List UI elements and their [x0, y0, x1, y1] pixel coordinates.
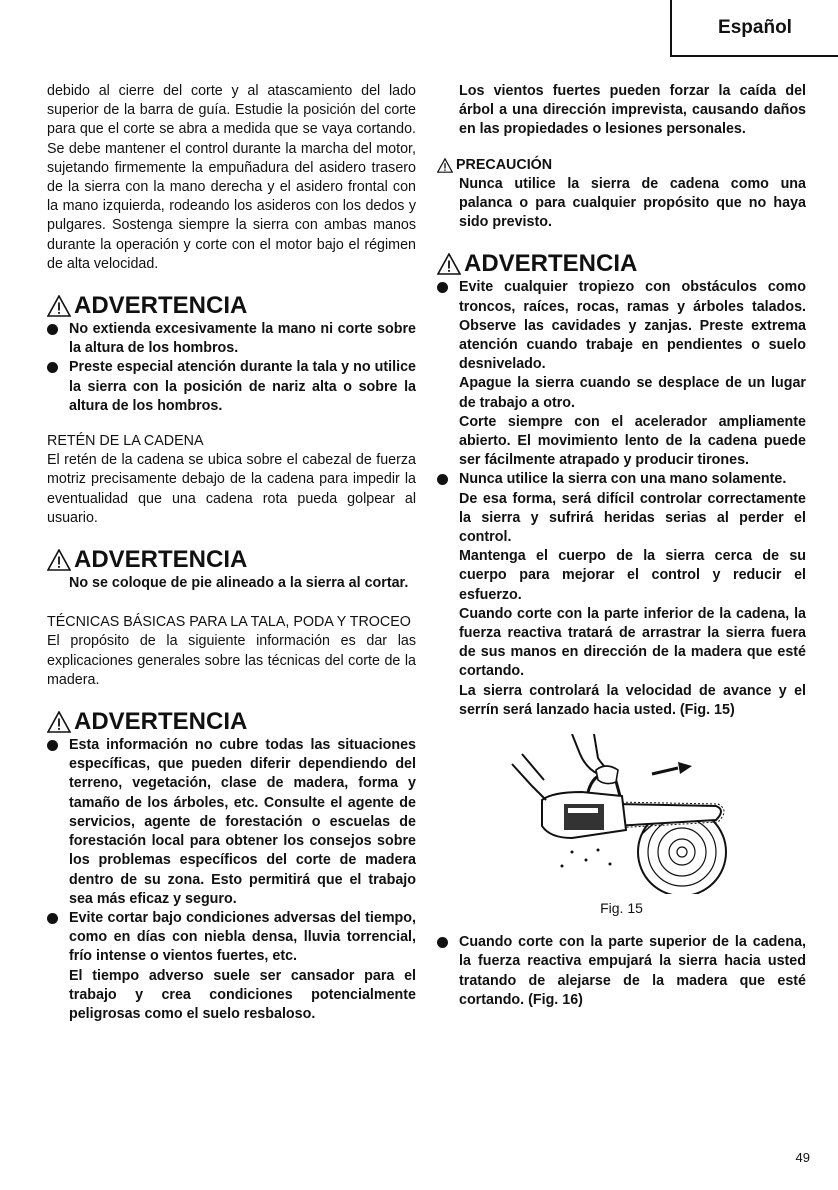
warning-continuation: El tiempo adverso suele ser cansador para el trabajo y crea condiciones potencialmente peligrosas como el suelo resbaloso. — [69, 967, 416, 1022]
caution-triangle-icon — [437, 158, 453, 173]
warning-heading — [47, 292, 416, 320]
caution-heading — [437, 156, 806, 175]
warning-list — [437, 933, 806, 1010]
list-item: Nunca utilice la sierra con una mano solamente. De esa forma, será difícil controlar correctamente la sierra y sufrirá heridas serias al perder el control. Mantenga el cuerpo de la sierra cerca de su cuerpo para mejorar el control y reducir el esfuerzo. Cuando corte con la parte inferior de la cadena, la fuerza reactiva tratará de arrastrar la sierra fuera de sus manos en dirección de la madera que esté cortando. La sierra controlará la velocidad de avance y el serrín será lanzado hacia usted. (Fig. 15) — [437, 470, 806, 720]
intro-paragraph: debido al cierre del corte y al atascamiento del lado superior de la barra de guía. Estudie la posición del corte para que el corte se abra a medida que se vaya cortando. Se debe mantener el control durante la marcha del motor, sujetando firmemente la empuñadura del asidero trasero de la sierra con la mano derecha y el asidero frontal con la mano izquierda, rodeando los asideros con los dedos y pulgares. Sostenga siempre la sierra con ambas manos durante la operación y corte con el motor bajo el régimen de alta velocidad. — [47, 83, 416, 272]
warning-triangle-icon — [47, 295, 71, 317]
warning-list — [47, 736, 416, 966]
list-item: Evite cualquier tropiezo con obstáculos como troncos, raíces, rocas, ramas y árboles talados. Observe las cavidades y zanjas. Preste extrema atención cuando trabaje en pendientes o suelo desnivelado. Apague la sierra cuando se desplace de un lugar de trabajo a otro. Corte siempre con el acelerador ampliamente abierto. El movimiento lento de la cadena puede ser fácilmente atrapado y producir tirones. — [437, 278, 806, 470]
warning-title: ADVERTENCIA — [74, 708, 248, 736]
list-item: Cuando corte con la parte superior de la cadena, la fuerza reactiva empujará la sierra hacia usted tratando de alejarse de la madera que esté cortando. (Fig. 16) — [437, 933, 806, 1010]
figure-caption: Fig. 15 — [600, 900, 643, 917]
list-item: Preste especial atención durante la tala y no utilice la sierra con la posición de nariz alta o sobre la altura de los hombros. — [47, 358, 416, 416]
warning-triangle-icon — [47, 711, 71, 733]
warning-triangle-icon — [47, 549, 71, 571]
warning-title: ADVERTENCIA — [74, 292, 248, 320]
warning-title: ADVERTENCIA — [464, 250, 638, 278]
warning-heading — [47, 546, 416, 574]
warning-heading — [47, 708, 416, 736]
page-number: 49 — [795, 1150, 810, 1165]
bullet-icon — [47, 740, 58, 751]
bullet-icon — [437, 937, 448, 948]
caution-text: Nunca utilice la sierra de cadena como una palanca o para cualquier propósito que no haya sido previsto. — [459, 175, 806, 231]
bullet-icon — [437, 474, 448, 485]
warning-title: ADVERTENCIA — [74, 546, 248, 574]
warning-list — [47, 320, 416, 416]
warning-heading — [437, 250, 806, 278]
warning-triangle-icon — [437, 253, 461, 275]
techniques-paragraph: El propósito de la siguiente información es dar las explicaciones generales sobre las técnicas del corte de la madera. — [47, 633, 416, 688]
chain-catcher-paragraph: El retén de la cadena se ubica sobre el cabezal de fuerza motriz precisamente debajo de la cadena para impedir la eventualidad que una cadena rota pueda golpear al usuario. — [47, 452, 416, 526]
list-item: Esta información no cubre todas las situaciones específicas, que pueden diferir dependiendo del terreno, vegetación, clase de madera, forma y tamaño de los árboles, etc. Consulte el agente de servicios, agente de forestación o escuelas de forestación local para obtener los consejos sobre los problemas específicos del corte de madera dentro de su zona. Esto permitirá que el trabajo sea más eficaz y seguro. — [47, 736, 416, 909]
section-heading: RETÉN DE LA CADENA — [47, 433, 204, 450]
warning-text: No se coloque de pie alineado a la sierra al cortar. — [69, 575, 409, 592]
caution-title: PRECAUCIÓN — [456, 156, 553, 173]
chainsaw-cutting-log-illustration — [502, 734, 742, 894]
list-item: Evite cortar bajo condiciones adversas del tiempo, como en días con niebla densa, lluvia torrencial, frío intense o vientos fuertes, etc. — [47, 909, 416, 967]
figure-15 — [437, 734, 806, 917]
language-tab: Español — [670, 0, 838, 57]
bullet-icon — [47, 362, 58, 373]
winds-paragraph: Los vientos fuertes pueden forzar la caída del árbol a una dirección imprevista, causando daños en las propiedades o lesiones personales. — [459, 83, 806, 138]
left-column — [47, 82, 416, 1024]
list-item: No extienda excesivamente la mano ni corte sobre la altura de los hombros. — [47, 320, 416, 358]
right-column — [437, 82, 806, 1010]
bullet-icon — [47, 913, 58, 924]
bullet-icon — [47, 324, 58, 335]
section-heading: TÉCNICAS BÁSICAS PARA LA TALA, PODA Y TROCEO — [47, 614, 411, 631]
warning-list — [437, 278, 806, 720]
bullet-icon — [437, 282, 448, 293]
